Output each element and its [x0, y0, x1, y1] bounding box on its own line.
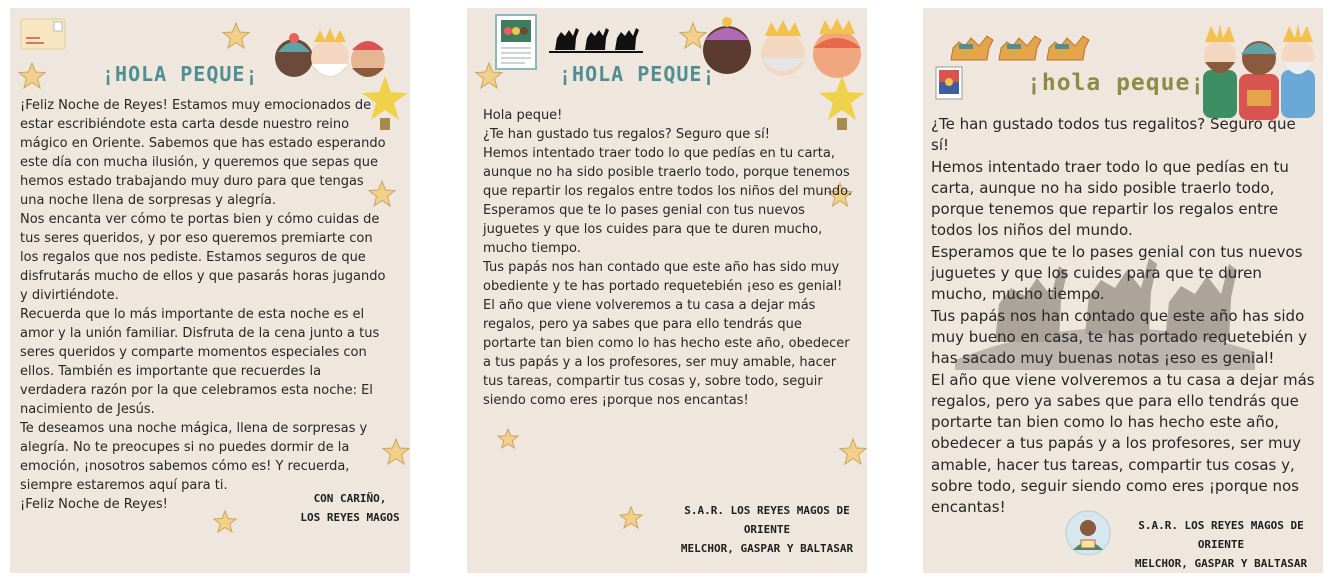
letter-signature	[290, 489, 410, 527]
three-kings-icon	[699, 12, 865, 82]
star-icon	[222, 22, 250, 50]
child-avatar-icon	[1065, 510, 1111, 556]
star-icon	[475, 62, 503, 90]
letter-card-2	[467, 8, 867, 573]
letter-card-3	[923, 8, 1323, 573]
camel-caravan-icon	[947, 26, 1095, 66]
star-icon	[18, 62, 46, 90]
signature-line-2: LOS REYES MAGOS	[300, 511, 400, 524]
star-icon	[839, 438, 867, 466]
signature-line-2: MELCHOR, GASPAR Y BALTASAR	[680, 542, 854, 555]
signature-line-1: S.A.R. LOS REYES MAGOS DE ORIENTE	[1138, 519, 1304, 551]
letter-title: ¡HOLA PEQUE¡	[102, 62, 259, 86]
signature-line-1: CON CARIÑO,	[313, 492, 387, 505]
signature-line-2: MELCHOR, GASPAR Y BALTASAR	[1134, 557, 1308, 570]
envelope-icon	[20, 18, 66, 50]
three-kings-icon	[1199, 12, 1319, 120]
three-kings-icon	[272, 18, 392, 84]
letter-body: Hola peque! ¿Te han gustado tus regalos? Seguro que sí! Hemos intentado traer todo lo que pedías en tu carta, aunque no ha sido posible traerlo todo, porque tenemos que repartir los regalos entre todos los niños del mundo. Esperamos que te lo pases genial con tus nuevos juguetes y que los cuides para que te duren mucho, mucho tiempo. Tus papás nos han contado que este año has sido muy obediente y te has portado requetebién ¡eso es genial! El año que viene volveremos a tu casa a dejar más regalos, pero ya sabes que para ello tendrás que portarte tan bien como lo has hecho este año, obedecer a tus papás y a los profesores, ser muy amable, hacer tus tareas, compartir tus cosas y, sobre todo, seguir siendo como eres ¡porque nos encantas!	[483, 108, 852, 408]
letter-signature	[1119, 516, 1323, 573]
letter-title: ¡hola peque¡	[1027, 70, 1206, 96]
signature-line-1: S.A.R. LOS REYES MAGOS DE ORIENTE	[684, 504, 850, 536]
letter-body: ¡Feliz Noche de Reyes! Estamos muy emocionados de estar escribiéndote esta carta desde nuestro reino mágico en Oriente. Sabemos que has estado esperando este día con mucha ilusión, y queremos que sepas que hemos estado trabajando muy duro para que tengas una noche llena de sorpresas y alegría. Nos encanta ver cómo te portas bien y cómo cuidas de tus seres queridos, y por eso queremos premiarte con los regalos que nos pediste. Estamos seguros de que disfrutarás mucho de ellos y que pasarás horas jugando y divirtiéndote. Recuerda que lo más importante de esta noche es el amor y la unión familiar. Disfruta de la cena junto a tus seres queridos y comparte momentos especiales con ellos. También es importante que recuerdes la verdadera razón por la que celebramos esta noche: El nacimiento de Jesús. Te deseamos una noche mágica, llena de sorpresas y alegría. No te preocupes si no puedes dormir de la emoción, ¡nosotros sabemos cómo es! Y recuerda, siempre estaremos aquí para ti. ¡Feliz Noche de Reyes!	[20, 98, 386, 512]
letter-card-1	[10, 8, 410, 573]
letter-signature	[667, 501, 867, 558]
camel-caravan-icon	[549, 18, 645, 54]
letter-title: ¡HOLA PEQUE¡	[559, 62, 716, 86]
flag-icon	[935, 66, 963, 100]
star-icon	[497, 428, 519, 450]
star-icon	[619, 506, 643, 530]
letter-body: ¿Te han gustado todos tus regalitos? Seguro que sí! Hemos intentado traer todo lo que pedías en tu carta, aunque no ha sido posible traerlo todo, porque tenemos que repartir los regalos entre todos los niños del mundo. Esperamos que te lo pases genial con tus nuevos juguetes y que los cuides para que te duren mucho, mucho tiempo. Tus papás nos han contado que este año has sido muy bueno en casa, te has portado requetebién y has sacado muy buenas notas ¡eso es genial! El año que viene volveremos a tu casa a dejar más regalos, pero ya sabes que para ello tendrás que portarte tan bien como lo has hecho este año, obedecer a tus papás y a los profesores, ser muy amable, hacer tus tareas, compartir tus cosas y, sobre todo, seguir siendo como eres ¡porque nos encantas!	[931, 115, 1315, 517]
